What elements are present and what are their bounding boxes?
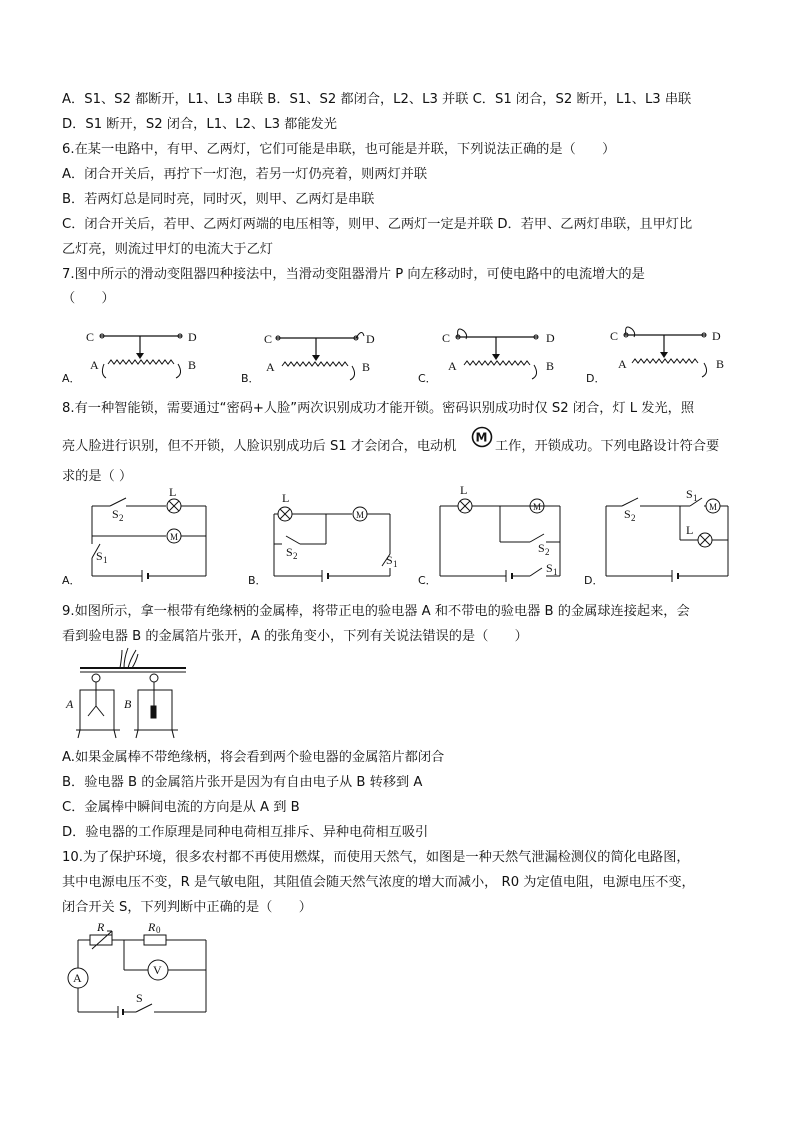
- svg-text:M: M: [170, 532, 179, 542]
- q5-options-line-1: A．S1、S2 都断开，L1、L3 串联 B．S1、S2 都闭合，L2、L3 并联 C．S1 闭合，S2 断开，L1、L3 串联: [62, 92, 692, 107]
- svg-text:M: M: [356, 510, 365, 520]
- q7-stem: 7.图中所示的滑动变阻器四种接法中，当滑动变阻器滑片 P 向左移动时，可使电路中的电流增大的是: [62, 267, 645, 282]
- q6-option-a: A．闭合开关后，再拧下一灯泡，若另一灯仍亮着，则两灯并联: [62, 167, 428, 182]
- svg-text:C: C: [610, 329, 619, 343]
- q6-option-d-cont: 乙灯亮，则流过甲灯的电流大于乙灯: [62, 242, 273, 257]
- svg-text:L: L: [169, 485, 177, 499]
- svg-text:A: A: [90, 358, 99, 372]
- motor-symbol-icon: [471, 426, 493, 448]
- resistor-r0-label: R: [148, 920, 156, 934]
- svg-text:M: M: [533, 502, 542, 512]
- resistor-r-label: R: [97, 920, 105, 934]
- q5-options-line-2: D．S1 断开，S2 闭合，L1、L2、L3 都能发光: [62, 117, 337, 132]
- svg-text:S: S: [538, 541, 545, 555]
- svg-text:S: S: [386, 553, 393, 567]
- svg-text:A: A: [266, 360, 275, 374]
- q6-option-b: B．若两灯总是同时亮，同时灭，则甲、乙两灯是串联: [62, 192, 375, 207]
- svg-text:B．: B．: [248, 574, 267, 587]
- q9-option-d: D．验电器的工作原理是同种电荷相互排斥、异种电荷相互吸引: [62, 825, 429, 840]
- svg-text:0: 0: [156, 925, 161, 935]
- q9-stem-2: 看到验电器 B 的金属箔片张开，A 的张角变小，下列有关说法错误的是（ ）: [62, 629, 528, 644]
- svg-text:L: L: [460, 484, 468, 497]
- svg-text:1: 1: [103, 555, 108, 565]
- svg-text:2: 2: [631, 513, 636, 523]
- q10-stem-1: 10.为了保护环境，很多农村都不再使用燃煤，而使用天然气，如图是一种天然气泄漏检测仪的简化电路图，: [62, 850, 690, 865]
- svg-text:S: S: [686, 487, 693, 501]
- svg-text:B: B: [546, 359, 555, 373]
- svg-text:D．: D．: [584, 574, 604, 587]
- svg-text:D: D: [712, 329, 721, 343]
- q6-stem: 6.在某一电路中，有甲、乙两灯，它们可能是串联，也可能是并联，下列说法正确的是（ ）: [62, 142, 616, 157]
- svg-text:S: S: [546, 561, 553, 575]
- svg-text:A: A: [448, 359, 457, 373]
- q7-option-b-label: B．: [241, 372, 260, 385]
- svg-text:D: D: [366, 332, 375, 346]
- q10-circuit-figure: [62, 918, 222, 1018]
- q9-option-b: B．验电器 B 的金属箔片张开是因为有自由电子从 B 转移到 A: [62, 775, 423, 790]
- q7-option-d-label: D．: [586, 372, 606, 385]
- q9-option-c: C．金属棒中瞬间电流的方向是从 A 到 B: [62, 800, 300, 815]
- svg-text:D: D: [188, 330, 197, 344]
- electroscope-a-label: A: [66, 697, 74, 711]
- svg-text:S: S: [624, 507, 631, 521]
- svg-text:A: A: [618, 357, 627, 371]
- q8-stem-1: 8.有一种智能锁，需要通过“密码+人脸”两次识别成功才能开锁。密码识别成功时仅 S2 闭合，灯 L 发光，照: [62, 401, 695, 416]
- q9-option-a: A.如果金属棒不带绝缘柄，将会看到两个验电器的金属箔片都闭合: [62, 750, 445, 765]
- svg-text:A．: A．: [62, 574, 81, 587]
- svg-text:L: L: [282, 491, 290, 505]
- svg-text:2: 2: [545, 547, 550, 557]
- svg-text:C: C: [264, 332, 273, 346]
- q8-stem-2: 亮人脸进行识别，但不开锁，人脸识别成功后 S1 才会闭合，电动机: [62, 439, 457, 454]
- svg-text:C: C: [442, 331, 451, 345]
- q7-rheostat-d: [610, 327, 724, 377]
- q7-rheostat-b: [264, 332, 375, 380]
- ammeter-label: A: [73, 971, 82, 985]
- q8-circuit-a: [92, 498, 206, 582]
- svg-text:B: B: [716, 357, 725, 371]
- svg-text:C．: C．: [418, 574, 437, 587]
- q10-stem-3: 闭合开关 S，下列判断中正确的是（ ）: [62, 900, 312, 915]
- q8-stem-3: 求的是（ ）: [62, 469, 133, 484]
- q7-rheostat-a: [86, 330, 197, 378]
- svg-text:S: S: [286, 545, 293, 559]
- svg-text:2: 2: [119, 513, 124, 523]
- svg-text:2: 2: [293, 551, 298, 561]
- svg-text:M: M: [475, 430, 488, 445]
- svg-text:1: 1: [693, 493, 698, 503]
- q9-stem-1: 9.如图所示，拿一根带有绝缘柄的金属棒，将带正电的验电器 A 和不带电的验电器 B 的金属球连接起来，会: [62, 604, 690, 619]
- switch-s-label: S: [136, 991, 143, 1005]
- q8-stem-2-cont: 工作，开锁成功。下列电路设计符合要: [495, 439, 720, 454]
- svg-text:D: D: [546, 331, 555, 345]
- q8-figure: [60, 484, 750, 588]
- voltmeter-label: V: [153, 963, 162, 977]
- q9-electroscope-figure: [62, 646, 192, 742]
- svg-text:B: B: [362, 360, 371, 374]
- svg-text:M: M: [709, 502, 718, 512]
- svg-text:B: B: [188, 358, 197, 372]
- q7-option-c-label: C．: [418, 372, 437, 385]
- q7-stem-paren: （ ）: [62, 291, 115, 306]
- svg-text:C: C: [86, 330, 95, 344]
- q7-figure: [60, 320, 740, 388]
- q7-rheostat-c: [442, 329, 555, 379]
- electroscope-b-label: B: [124, 697, 132, 711]
- svg-text:1: 1: [553, 567, 558, 577]
- svg-text:S: S: [96, 549, 103, 563]
- q7-option-a-label: A．: [62, 372, 81, 385]
- svg-text:L: L: [686, 523, 694, 537]
- q6-option-cd: C．闭合开关后，若甲、乙两灯两端的电压相等，则甲、乙两灯一定是并联 D．若甲、乙两灯串联，且甲灯比: [62, 217, 693, 232]
- svg-text:1: 1: [393, 559, 398, 569]
- q10-stem-2: 其中电源电压不变，R 是气敏电阻，其阻值会随天然气浓度的增大而减小， R0 为定值电阻，电源电压不变，: [62, 875, 695, 890]
- svg-text:S: S: [112, 507, 119, 521]
